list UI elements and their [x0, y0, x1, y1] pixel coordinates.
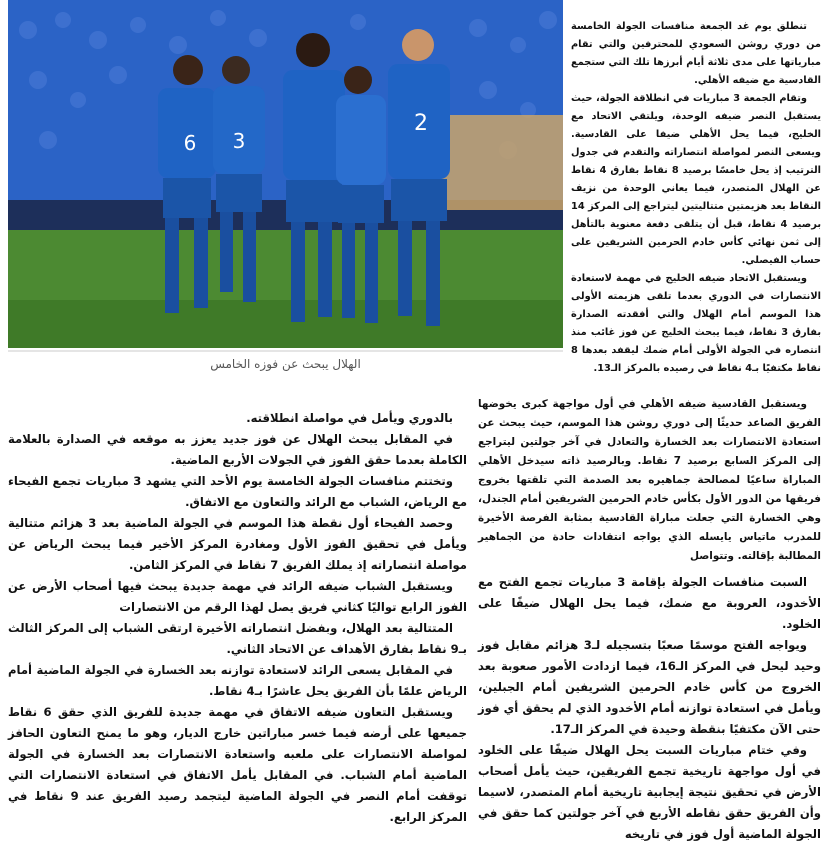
photo-divider	[8, 350, 563, 352]
paragraph: ويستقبل التعاون ضيفه الاتفاق في مهمة جديدة للفريق الذي حقق 6 نقاط جميعها على أرضه فيما خسر مباراتين خارج الديار، وهو ما يمنح التعاون الحافز لمواصلة الانتصارات على ملعبه واستعادة الانتصارات بعد الخسارة في الجولة الماضية أمام الشباب. في المقابل يأمل الاتفاق في استعادة الانتصارات التي توقفت أمام النصر في الجولة الماضية ليتجمد رصيد الفريق عند 9 نقاط في المركز الرابع.	[8, 705, 467, 824]
paragraph: السبت منافسات الجولة بإقامة 3 مباريات تجمع الفتح مع الأخدود، العروبة مع ضمك، فيما يحل الهلال ضيفًا على الخلود.	[478, 575, 821, 631]
photo-caption: الهلال يبحث عن فوزه الخامس	[210, 357, 361, 371]
paragraph: في المقابل يبحث الهلال عن فوز جديد يعزز به موقعه في الصدارة بالعلامة الكاملة بعدما حقق الفوز في الجولات الأربع الماضية.	[8, 432, 467, 467]
article-column-bottom-continued	[478, 572, 821, 845]
article-column-bottom-left	[8, 408, 467, 828]
jersey-number: 6	[183, 131, 197, 155]
paragraph: ويواجه الفتح موسمًا صعبًا بتسجيله لـ3 هزائم مقابل فوز وحيد ليحل في المركز الـ16، فيما ازدادت الأمور صعوبة بعد الخروج من كأس خادم الحرمين الشريفين أمام الجبلين، ويأمل في استعادة توازنه أمام الأخدود الذي لم يحقق أي فوز حتى الآن مكتفيًا بنقطة وحيدة في المركز الـ17.	[478, 638, 821, 736]
stadium-wall	[438, 115, 563, 210]
paragraph: ويستقبل الشباب ضيفه الرائد في مهمة جديدة يبحث فيها أصحاب الأرض عن الفوز الرابع تواليًا كثاني فريق يصل لهذا الرقم من الانتصارات	[8, 579, 467, 614]
paragraph: وحصد الفيحاء أول نقطة هذا الموسم في الجولة الماضية بعد 3 هزائم متتالية ويأمل في تحقيق الفوز الأول ومغادرة المركز الأخير فيما يبحث الرياض عن مواصلة انتصاراته إذ يملك الفريق 7 نقاط في المركز الثامن.	[8, 516, 467, 572]
team-photo-illustration	[8, 0, 563, 348]
paragraph: في المقابل يسعى الرائد لاستعادة توازنه بعد الخسارة في الجولة الماضية أمام الرياض علمًا بأن الفريق يحل عاشرًا بـ4 نقاط.	[8, 663, 467, 698]
paragraph: وتختتم منافسات الجولة الخامسة يوم الأحد التي يشهد 3 مباريات تجمع الفيحاء مع الرياض، الشباب مع الرائد والتعاون مع الاتفاق.	[8, 474, 467, 509]
paragraph: المتتالية بعد الهلال، وبفضل انتصاراته الأخيرة ارتقى الشباب إلى المركز الثالث بـ9 نقاط بفارق الأهداف عن الاتحاد الثاني.	[8, 621, 467, 656]
article-photo	[8, 0, 563, 348]
paragraph: تنطلق يوم غد الجمعة منافسات الجولة الخامسة من دوري روشن السعودي للمحترفين والتي تقام مبارياتها على مدى ثلاثة أيام أبرزها تلك التي ستجمع القادسية مع ضيفه الأهلي.	[571, 21, 821, 86]
paragraph: بالدوري ويأمل في مواصلة انطلاقته.	[246, 411, 453, 425]
paragraph: وتقام الجمعة 3 مباريات في انطلاقة الجولة، حيث يستقبل النصر ضيفه الوحدة، ويلتقي الاتحاد مع الخليج، فيما يحل الأهلي ضيفا على القادسية. ويسعى النصر لمواصلة انتصاراته والتقدم في جدول الترتيب إذ يحل خامسًا برصيد 8 نقاط بفارق 4 نقاط عن الهلال المتصدر، فيما يعاني الوحدة من نزيف النقاط بعد هزيمتين متتاليتين ليتراجع إلى المركز 14 برصيد 4 نقاط، قبل أن يتلقى دفعة معنوية بالتأهل إلى ثمن نهائي كأس خادم الحرمين الشريفين على حساب الفيصلي.	[571, 93, 822, 266]
article-column-bottom-right	[478, 395, 821, 566]
article-column-right	[571, 18, 821, 378]
paragraph: ويستقبل الاتحاد ضيفه الخليج في مهمة لاستعادة الانتصارات في الدوري بعدما تلقى هزيمته الأولى هذا الموسم أمام الهلال والتي أفقدته الصدارة بفارق 3 نقاط، فيما يبحث الخليج عن فوز غائب منذ انتصاره في الجولة الأولى أمام ضمك ليقفد بعدها 8 نقاط مكتفيًا بـ4 نقاط في رصيده بالمركز الـ13.	[571, 273, 821, 374]
paragraph: ويستقبل القادسية ضيفه الأهلي في أول مواجهة كبرى يخوضها الفريق الصاعد حديثًا إلى دوري روشن هذا الموسم، حيث يبحث عن استعادة الانتصارات بعد الخسارة والتعادل في آخر جولتين ليتراجع إلى المركز السابع برصيد 7 نقاط. وبالرصيد ذاته سيدخل الأهلي المباراة ساعيًا لمصالحة جماهيره بعد الصدمة التي تلقتها بخروج فريقها من الدور الأول بكأس خادم الحرمين الشريفين أمام الجندل، وهي الخسارة التي جعلت مباراة القادسية بمثابة الفرصة الأخيرة للمدرب ماتياس يايسله الذي يواجه انتقادات حادة من الجماهير المطالبة بإقالته. وتتواصل	[478, 398, 821, 562]
jersey-number: 2	[414, 111, 428, 136]
paragraph: وفي ختام مباريات السبت يحل الهلال ضيفًا على الخلود في أول مواجهة تاريخية تجمع الفريقين، حيث يأمل أصحاب الأرض في تحقيق نتيجة إيجابية تاريخية أمام المتصدر، لاسيما وأن الفريق حقق نقاطه الأربع في آخر جولتين كما حقق في الجولة الماضية أول فوز في تاريخه	[478, 743, 821, 841]
jersey-number: 3	[232, 129, 246, 153]
